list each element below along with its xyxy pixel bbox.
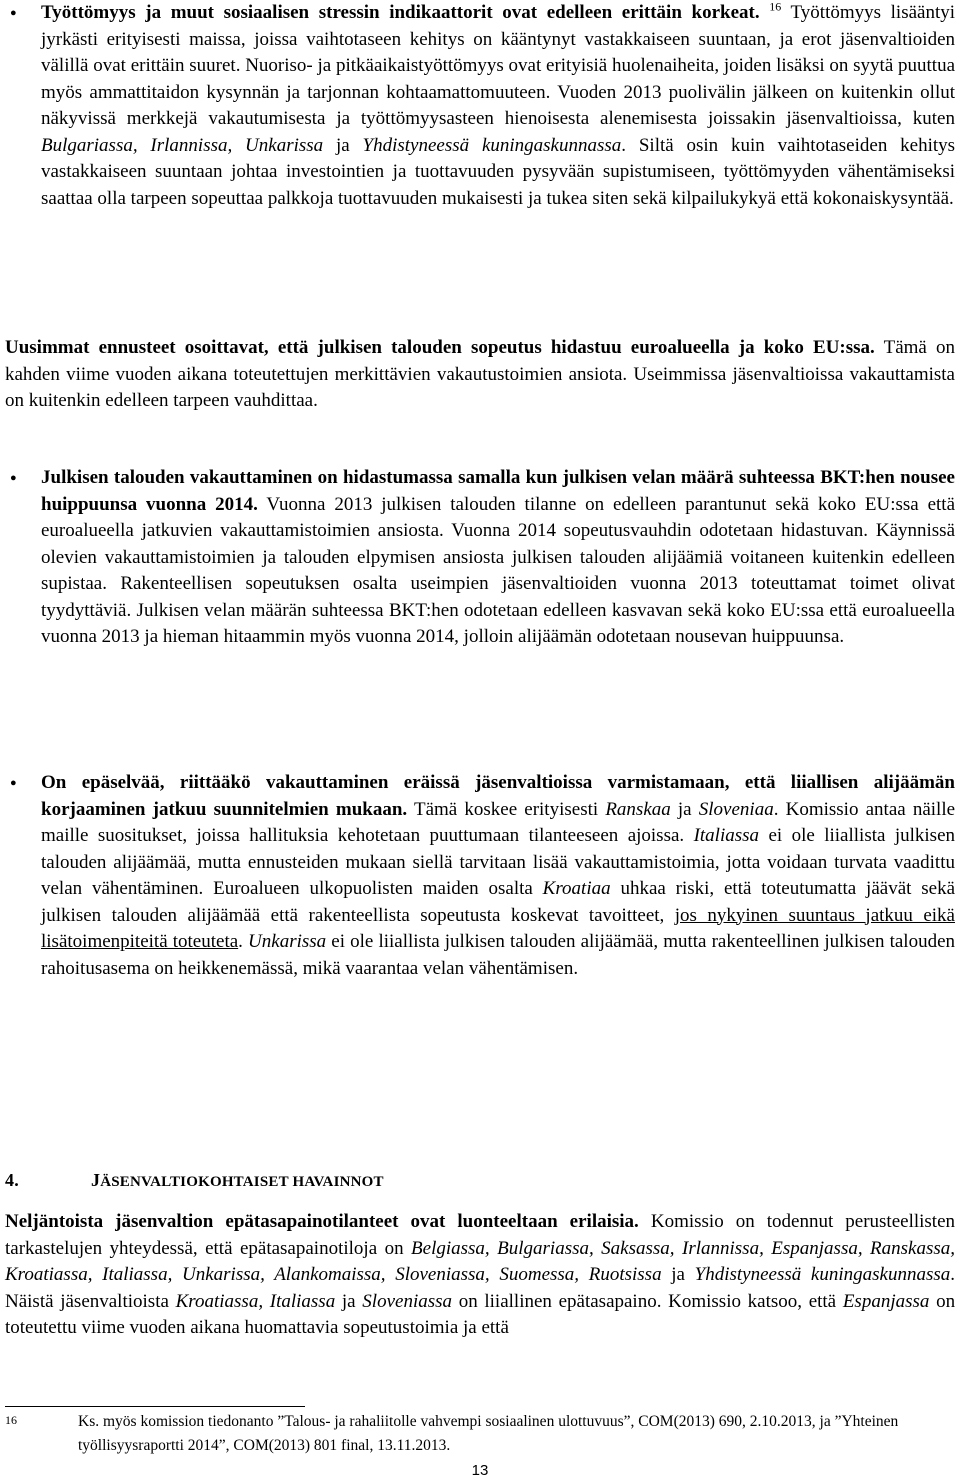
paragraph-unemployment <box>41 0 955 212</box>
body-text: Tämä koskee erityisesti <box>413 798 599 820</box>
bullet-marker: ● <box>10 777 17 789</box>
section-title: ÄSENVALTIOKOHTAISET HAVAINNOT <box>100 1174 384 1190</box>
country-name: Ranskaa <box>605 798 671 820</box>
bold-lead: Neljäntoista jäsenvaltion epätasapainotilanteet ovat luonteeltaan erilaisia. <box>5 1211 639 1232</box>
body-text: ja <box>341 1290 356 1312</box>
country-names: Kroatiassa, Italiassa <box>175 1290 336 1312</box>
country-name: Sloveniaa <box>698 798 774 820</box>
country-name: Italiassa <box>693 825 760 846</box>
paragraph-imbalances <box>5 1209 955 1342</box>
country-names: Belgiassa, Bulgariassa, Saksassa, Irlannissa, Espanjassa, Ranskassa, Kroatiassa, Italiassa, Unkarissa, Alankomaissa, Sloveniassa, Suomessa, Ruotsissa <box>5 1237 956 1285</box>
country-name: Kroatiaa <box>542 878 611 899</box>
body-text: . Näistä jäsenvaltioista <box>5 1264 955 1312</box>
section-number: 4. <box>5 1170 19 1190</box>
paragraph-consolidation <box>41 465 955 651</box>
body-text: Vuonna 2013 julkisen talouden tilanne on edelleen parantunut sekä koko EU:ssa että euroalueella jatkuvien vakauttamistoimien ansiosta. Vuonna 2014 sopeutusvauhdin odotetaan hidastuvan. Käynnissä olevien vakauttamistoimien ja talouden elpymisen ansiosta julkisen talouden alijäämiä voitaneen kuitenkin edelleen supistaa. Rakenteellisen sopeutuksen osalta useimpien jäsenvaltioiden vuonna 2013 toteuttamat toimet olivat tyydyttäviä. Julkisen velan määrän suhteessa BKT:hen odotetaan edelleen kasvavan sekä koko EU:ssa että euroalueella vuonna 2013 ja hieman hitaammin myös vuonna 2014, jolloin alijäämän odotetaan nousevan huippuunsa. <box>41 493 956 647</box>
bold-lead: Työttömyys ja muut sosiaalisen stressin indikaattorit ovat edelleen erittäin korkeat. <box>41 2 760 23</box>
bold-lead: On epäselvää, riittääkö vakauttaminen eräissä jäsenvaltioissa varmistamaan, että liiallisen alijäämän korjaaminen jatkuu suunnitelmien mukaan. <box>41 772 955 820</box>
body-text: uhkaa riski, että toteutumatta jäävät sekä julkisen talouden alijäämää että rakenteellista sopeutusta koskevat tavoitteet, <box>41 878 956 926</box>
country-name: Yhdistyneessä kuningaskunnassa <box>694 1264 951 1285</box>
body-text: Työttömyys lisääntyi jyrkästi erityisesti maissa, joissa vaihtotaseen kehitys on kääntynyt vastakkaiseen suuntaan, ja erot jäsenvaltioiden välillä ovat erittäin suuret. Nuoriso- ja pitkäaikaistyöttömyys ovat erityisiä huolenaiheita, joiden lisäksi on syytä puuttua myös ammattitaidon kysynnän ja tarjonnan kohtaamattomuuteen. Vuoden 2013 puolivälin jälkeen on kuitenkin ollut näkyvissä merkkejä vakautumisesta ja työttömyysasteen hienoisesta alenemisesta joissakin jäsenvaltioissa, kuten <box>41 2 956 129</box>
section-heading <box>5 1170 384 1191</box>
bullet-marker: ● <box>10 7 17 19</box>
footnote <box>5 1410 955 1458</box>
footnote-separator <box>5 1406 305 1407</box>
body-text: ei ole liiallista julkisen talouden alijäämää, mutta ennusteiden mukaan siellä tarvitaan lisää vakauttamistoimia, jotta voidaan turvata vaadittu velan vähentäminen. Euroalueen ulkopuolisten maiden osalta <box>41 825 955 899</box>
body-text: . Komissio antaa näille maille suositukset, joissa hallituksia kehotetaan puuttumaan tilanteeseen ajoissa. <box>41 798 956 846</box>
body-text: . Siltä osin kuin vaihtotaseiden kehitys vastakkaiseen suuntaan johtaa investointien ja tuottavuuden pysyvään supistumiseen, työttömyyden vähentämiseksi saattaa olla tarpeen sopeuttaa palkkoja tuottavuuden mukaisesti ja tukea siten sekä kilpailukykyä että kokonaiskysyntää. <box>41 134 956 209</box>
paragraph-forecasts <box>5 335 955 415</box>
body-text: Tämä on kahden viime vuoden aikana toteutettujen merkittävien vakautustoimien ansiota. Useimmissa jäsenvaltioissa vakauttamista on kuitenkin edelleen tarpeen vauhdittaa. <box>5 337 955 411</box>
bullet-marker: ● <box>10 472 17 484</box>
underlined-text: jos nykyinen suuntaus jatkuu eikä lisätoimenpiteitä toteuteta <box>41 904 955 952</box>
body-text: on liiallinen epätasapaino. Komissio katsoo, että <box>458 1290 837 1312</box>
body-text: Komissio on todennut perusteellisten tarkastelujen yhteydessä, että epätasapainotiloja on <box>5 1211 956 1259</box>
body-text: ja <box>677 798 692 820</box>
footnote-text: Ks. myös komission tiedonanto ”Talous- ja rahaliitolle vahvempi sosiaalinen ulottuvuus”, COM(2013) 690, 2.10.2013, ja ”Yhteinen työllisyysraportti 2014”, COM(2013) 801 final, 13.11.2013. <box>78 1413 899 1454</box>
body-text: on toteutettu viime vuoden aikana huomattavia sopeutustoimia ja että <box>5 1290 956 1338</box>
footnote-reference[interactable]: 16 <box>769 0 782 14</box>
country-names: Bulgariassa, Irlannissa, Unkarissa <box>41 134 324 156</box>
paragraph-deficit-correction <box>41 770 955 982</box>
body-text: ja <box>671 1264 685 1285</box>
page-number: 13 <box>471 1462 489 1479</box>
footnote-mark: 16 <box>5 1413 17 1427</box>
country-name: Espanjassa <box>842 1290 930 1312</box>
body-text: ei ole liiallista julkisen talouden alijäämää, mutta rakenteellinen julkisen talouden rahoitusasema on heikkenemässä, mikä vaarantaa velan vähentämisen. <box>41 931 956 979</box>
bold-lead: Julkisen talouden vakauttaminen on hidastumassa samalla kun julkisen velan määrä suhteessa BKT:hen nousee huippuunsa vuonna 2014. <box>41 467 955 515</box>
body-text: . <box>238 931 243 952</box>
bold-lead: Uusimmat ennusteet osoittavat, että julkisen talouden sopeutus hidastuu euroalueella ja koko EU:ssa. <box>5 337 875 358</box>
country-name: Sloveniassa <box>362 1290 453 1312</box>
country-name: Unkarissa <box>248 931 327 952</box>
country-name: Yhdistyneessä kuningaskunnassa <box>362 134 622 156</box>
body-text: ja <box>335 134 350 156</box>
section-title-initial: J <box>91 1170 101 1190</box>
